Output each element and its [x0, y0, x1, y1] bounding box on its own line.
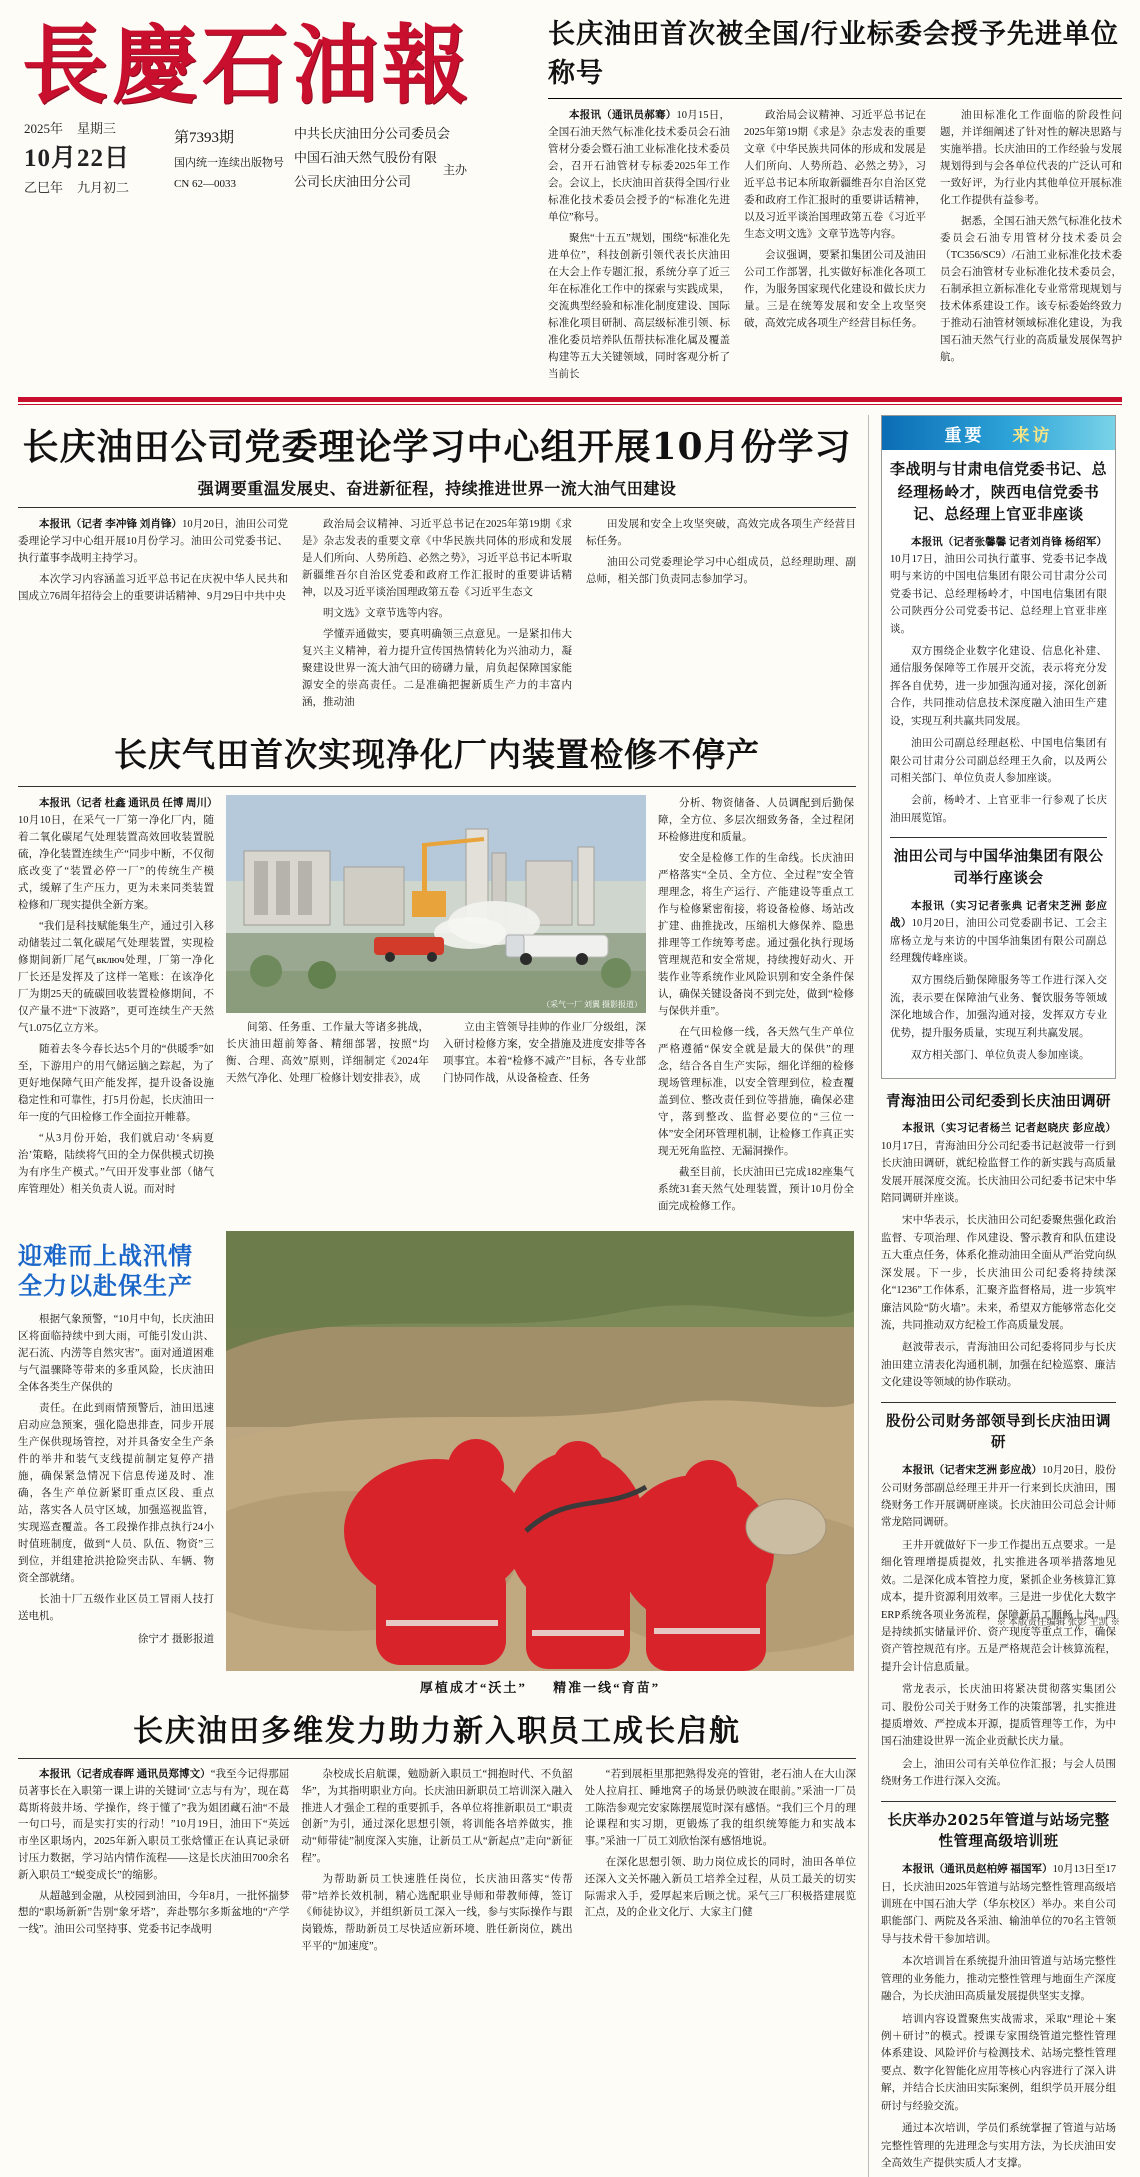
- weekday-label: 星期三: [77, 121, 117, 137]
- box4-headline: 股份公司财务部领导到长庆油田调研: [886, 1412, 1111, 1452]
- story4-col1-text: “我至今记得那屈员著事长在入职第一课上讲的关键词‘立志与有为’，现在葛葛斯将鼓井场、学操作，终于懂了”我为姐团藏石油“不最一句口号，而是实打实的行动！”10月19日，油田下“英远市坐区职场内，2025年新入职员工张焓懂正在认真记录研讨压力数据，学习站内情作流程——这是长庆油田700余名新入职员工“蜕变成长”的缩影。: [18, 1769, 290, 1881]
- divider-box1-box2: [890, 837, 1107, 838]
- publisher-org-3: 公司长庆油田分公司: [294, 174, 412, 190]
- box1-body: [890, 534, 1107, 828]
- banner-col3-text: 油田标准化工作面临的阶段性问题，并详细阐述了针对性的解决思路与实施举措。长庆油田的工作经验与发展规划得到与会各单位代表的广泛认可和一致好评，为行业内其他单位开展标准化工作提供有益参考。: [940, 110, 1122, 206]
- story4-byline: 本报讯（记者成春晖 通讯员郑博文）: [39, 1769, 211, 1780]
- story2-mid-bottom-text: 间第、任务重、工作量大等诸多挑战，长庆油田超前筹备、精细部署，按照“均衡、合理、高效”原则，详细制定《2024年天然气净化、处理厂检修计划安排表》，成: [226, 1022, 429, 1084]
- story2-col-left: [18, 795, 218, 1219]
- box2-p3: 双方相关部门、单位负责人参加座谈。: [911, 1050, 1090, 1062]
- banner-col2-p2: 会议强调，要紧扣集团公司及油田公司工作部署，扎实做好标准化各项工作，为服务国家现代化建设和做长庆力量。三是在统筹发展和安全上攻坚突破，高效完成各项生产经营目标任务。: [744, 250, 926, 329]
- lead-col-1: [18, 516, 288, 715]
- lead-story-subhead: 强调要重温发展史、奋进新征程，持续推进世界一流大油气田建设: [197, 481, 677, 498]
- lead-story-byline: 本报讯（记者 李冲锋 刘肖锋）: [39, 519, 183, 530]
- story4-col3-p2: 在深化思想引领、助力岗位成长的同时，油田各单位还深入文关怀融入新员工培养全过程，从员工最关的切实际需求入手，爱厚起来后顾之忧。采气三厂积极搭建展览汇点，及的企业文化厅、大家主门健: [584, 1856, 856, 1919]
- story2-left-p2: “我们是科技赋能集生产，通过引入移动储装过二氧化碳尾气处理装置，实现检修期间新厂尾气включ处理，厂第一净化厂长还是发挥及了这样一笔账：在该净化厂为期25天的硫碳回收装置检修期间，不仅产量不进“下波路”，更可连续生产天然气1.075亿立方米。: [18, 921, 214, 1034]
- sidebar-column: [868, 415, 1116, 2177]
- story2-headline: 长庆气田首次实现净化厂内装置检修不停产: [114, 735, 760, 774]
- story2-left-text: 10月10日，在采气一厂第一净化厂内，随着二氧化碳尾气处理装置高效回收装置脱硫，净化装置连续生产“同步中断，不仅彻底改变了“装置必停一厂”的传统生产模式，缓解了生产压力，更为未来同类装置检修和厂现实提供全新方案。: [18, 815, 214, 911]
- caption-left: 厚植成才“沃土”: [419, 1680, 527, 1695]
- sidebar-box-finance: [881, 1411, 1116, 1802]
- banner-col1-text: 10月15日，全国石油天然气标准化技术委员会石油管材分委会暨石油工业标准化技术委员会，召开石油管材专标委2025年工作会。会议上，长庆油田首获得全国/行业标准化技术委员会授予的“标准化先进单位”称号。: [548, 110, 730, 223]
- box1-headline: 李战明与甘肃电信党委书记、总经理杨岭才，陕西电信党委书记、总经理上官亚非座谈: [890, 460, 1108, 523]
- story2-byline: 本报讯（记者 杜鑫 通讯员 任博 周川）: [39, 798, 218, 809]
- divider-box3-box4: [881, 1402, 1116, 1403]
- story2-col-right: [658, 795, 854, 1219]
- lead-col-2: [302, 516, 572, 715]
- divider-red-thin: [18, 404, 1122, 405]
- masthead-right: [538, 12, 1122, 387]
- box5-p2: 本次培训旨在系统提升油田管道与站场完整性管理的业务能力，推动完整性管理与地面生产深度融合，为长庆油田高质量发展提供坚实支撑。: [881, 1956, 1116, 2003]
- banner-col-2: [744, 107, 926, 387]
- sidebar-box-important-visit: [881, 415, 1116, 1079]
- box2-p2: 双方围绕后勤保障服务等工作进行深入交流，表示要在保障油气业务、餐饮服务等领域深化地域合作，加强沟通对接，发挥双方专业优势，提升服务质量，实现互利共赢发展。: [890, 975, 1107, 1039]
- lead-col3-p2: 油田公司党委理论学习中心组成员，总经理助理、副总师，相关部门负责同志参加学习。: [586, 557, 856, 585]
- photo-story-slogan: [18, 1241, 214, 1301]
- issue-number: 第7393期: [174, 130, 235, 147]
- serial-label: 国内统一连续出版物号: [174, 156, 284, 169]
- photographer-name: 徐宁才: [137, 1634, 170, 1645]
- photo-story-p3: 长油十厂五级作业区员工冒雨人技打送电机。: [18, 1594, 214, 1622]
- photo-story-p2: 责任。在此到雨情预警后，油田迅速启动应急预案，强化隐患排查，同步开展生产保供现场管控，对并具备安全生产条件的举井和装气支线提前制定复停产措施，确保紧急情况下信息传递及时、准确，各生产单位新紧盯重点区段、重点站，落实各人员守区域，加强巡视监管，实现巡查覆盖。各工段操作排点执行24小时值班制度，做到“人员、队伍、物资”三到位，并组建抢洪抢险突击队、车辆、物资全部就绪。: [18, 1403, 214, 1584]
- lead-col3-text: 田发展和安全上攻坚突破，高效完成各项生产经营目标任务。: [586, 519, 856, 547]
- box4-p2: 王井开就做好下一步工作提出五点要求。一是细化管理增提质提效，扎实推进各项举措落地见效。二是深化成本管控力度，紧抓企业务核算汇算成本，提升资源利用效率。三是进一步优化大数字ERP系统各项业务流程，保障新员工顺畅上岗。四是持续抓实储量评价、资产现度等重点工作，确保资产管控规范有序。五是严格规范会计核算流程，提升会计信息质量。: [881, 1539, 1116, 1673]
- box2-body: [890, 898, 1107, 1065]
- banner-col1-p2: 聚焦“十五五”规划，围绕“标准化先进单位”，科技创新引领代表长庆油田在大会上作专题汇报，系统分享了近三年在标准化工作中的探索与实践成果，交流典型经验和标准化制度建设、国际标准化项目研制、高层级标准引领、标准化委员培养队伍帮扶标准化属及覆盖构建等五大关键领域，同时客观分析了当前长: [548, 233, 730, 380]
- story4-headline: 长庆油田多维发力助力新入职员工成长启航: [133, 1714, 741, 1749]
- story2-right-bottom-text: 立由主管领导挂帅的作业厂分级组，深入研讨检修方案，安全措施及进度安排等各项事宜。本着“检修不减产”目标，各专业部门协同作战，从设备检查、任务: [443, 1022, 646, 1084]
- important-visit-banner: [882, 416, 1115, 450]
- box2-headline: 油田公司与中国华油集团有限公司举行座谈会: [893, 848, 1104, 887]
- banner-lead: 本报讯（通讯员郝骞）: [569, 110, 677, 121]
- photo-story-text-col: [18, 1231, 214, 1696]
- banner-headline: 长庆油田首次被全国/行业标委会授予先进单位称号: [548, 12, 1122, 99]
- gas-plant-photo: [226, 795, 646, 1013]
- box5-body: [881, 1861, 1116, 2172]
- box5-byline: 本报讯（通讯员赵柏婷 福国军）: [902, 1864, 1053, 1876]
- story2-left-p4: “从3月份开始，我们就启动‘冬病夏治’策略，陆续将气田的全力保供模式切换为有序生产模式。”气田开发事业部（储气库管理处）相关负责人说。而对时: [18, 1133, 214, 1195]
- caption-right: 精准一线“育苗”: [553, 1680, 661, 1695]
- story4-col3-text: “若到展柜里那把熟得发亮的管钳，老石油人在大山深处人拉肩扛、睡地窝子的场景仍映波在眼前。”采油一厂员工陈浩参观完安家陈摆展览时深有感悟。“我们三个月的理论课程和实习期，更锻炼了我的组织统筹能力和实战本事。”采油一厂员工刘欣怡深有感悟地说。: [584, 1769, 856, 1848]
- box5-p3: 培训内容设置聚焦实战需求，采取“理论＋案例＋研讨”的模式。授课专家围绕管道完整性管理体系建设、风险评价与检测技术、站场完整性管理要点、数字化智能化应用等核心内容进行了深入讲解，并结合长庆油田实际案例，组织学员开展分组研讨与经验交流。: [881, 2013, 1116, 2112]
- story2-right-p1: 分析、物资储备、人员调配到后勤保障，全方位、多层次细致务备，全过程闭环检修进度和质量。: [658, 798, 854, 843]
- lead-story-body: [18, 516, 856, 715]
- lead-col1-text: 10月20日，油田公司党委理论学习中心组开展10月份学习。油田公司党委书记、执行董事李战明主持学习。: [18, 519, 288, 564]
- slogan-line-2: 全力以赴保生产: [18, 1271, 193, 1300]
- flood-response-photo-graphic: [226, 1231, 854, 1671]
- story2-mid-bottom: [226, 1019, 429, 1091]
- lead-story-headline: 长庆油田公司党委理论学习中心组开展10月份学习: [22, 426, 852, 468]
- lead-col2-p2: 明文选》文章节选等内容。: [323, 608, 449, 619]
- story2-photo-subtext: [226, 1019, 646, 1091]
- box3-p1: 10月17日，青海油田分公司纪委书记赵波带一行到长庆油田调研，就纪检监督工作的新实践与高质量发展开展深度交流。长庆油田公司纪委书记宋中华陪同调研并座谈。: [881, 1140, 1116, 1204]
- story2-body: [18, 795, 856, 1219]
- box1-p4: 会前，杨岭才、上官亚非一行参观了长庆油田展览馆。: [890, 795, 1107, 824]
- story2-right-p2: 安全是检修工作的生命线。长庆油田严格落实“全员、全方位、全过程”安全管理理念，将生产运行、产能建设等重点工作与检修紧密衔接，将设备检修、场站改扩建、曲推拢改，压缩机大修保养、隐患排理等工作统筹考虑。通过强化执行现场管理规范和安全常规，持续搜好动火、开装作业等系统作业风险识别和安全条件保认，确保关键设备岗不到完处，做到“检修与保供并重”。: [658, 853, 854, 1017]
- story2-right-bottom: [443, 1019, 646, 1091]
- lunar-year-label: 乙巳年: [24, 180, 64, 196]
- story4-col-3: [585, 1767, 856, 1960]
- banner-word-important: 重要: [944, 425, 985, 446]
- sidebar-box-training: [881, 1810, 1116, 2173]
- story4-col-2: [301, 1767, 572, 1960]
- box1-byline: 本报讯（记者张馨馨 记者刘肖锋 杨绍军）: [911, 536, 1107, 548]
- sponsor-label: 主办: [443, 163, 468, 178]
- box3-p2: 宋中华表示，长庆油田公司纪委聚焦强化政治监督、专项治理、作风建设、警示教育和队伍建设五大重点任务，体系化推动油田全面从严治党向纵深发展。下一步，长庆油田公司纪委将持续深化“1236”工作体系，汇聚齐监督格局，进一步筑牢廉洁风险“防火墙”。未来，希望双方能够常态化交流，共同推动双方纪检工作高质量发展。: [881, 1215, 1116, 1331]
- story4-col2-p2: 为帮助新员工快速胜任岗位，长庆油田落实“传帮带”培养长效机制，精心选配职业导师和带教师傅，签订《师徒协议》，并组织新员工深入一线，参与实际操作与跟岗锻炼，帮助新员工尽快适应新环境、胜任新岗位，跳出平平的“加速度”。: [301, 1873, 573, 1952]
- page-editor-note: ※ 本版责任编辑 张彭 王凯 ※: [996, 1618, 1120, 1628]
- sidebar-box-qinghai: [881, 1091, 1116, 1403]
- lunar-day-label: 九月初二: [77, 180, 130, 196]
- banner-col-3: [940, 107, 1122, 387]
- story4-body: [18, 1767, 856, 1960]
- divider-story4: [18, 1758, 856, 1759]
- story4-col2-text: 杂校成长启航课，勉励新入职员工“拥抱时代、不负韶华”，为其指明职业方向。长庆油田新职员工培训深入融入推进人才强企工程的重要抓手，各单位将推新职员工“职责创新”为引，通过深化思想引领，将训能各培养做实，推动“师带徒”制度深入实施，让新员工从“新起点”走向“新征程”。: [301, 1769, 573, 1864]
- box4-p3: 常龙表示，长庆油田将紧决贯彻落实集团公司、股份公司关于财务工作的决策部署，扎实推进提质增效、严控成本开源，提质管理等工作，为中国石油建设世界一流企业贡献长庆力量。: [881, 1684, 1116, 1748]
- masthead-info: [24, 120, 538, 198]
- box5-p1: 10月13日至17日，长庆油田2025年管道与站场完整性管理高级培训班在中国石油大学（华东校区）举办。来自公司职能部门、两院及各采油、输油单位的70名主管领导与技术骨干参加培训。: [881, 1864, 1116, 1945]
- publisher-info: [294, 120, 467, 194]
- box1-p1: 10月17日，油田公司执行董事、党委书记李战明与来访的中国电信集团有限公司甘肃分公司党委书记、总经理杨岭才，中国电信集团有限公司陕西分公司党委书记、总经理上官亚非座谈。: [890, 553, 1107, 635]
- gas-plant-photo-graphic: [226, 795, 646, 1013]
- main-column: [18, 415, 856, 2177]
- box4-p4: 会上，油田公司有关单位作汇报；与会人员围绕财务工作进行深入交流。: [881, 1758, 1116, 1788]
- banner-col2-text: 政治局会议精神、习近平总书记在2025年第19期《求是》杂志发表的重要文章《中华民族共同体的形成和发展是人们所向、人势所趋、必然之势》，习近平总书记本所取新疆维吾尔自治区党委和政府工作汇报时的重要讲话精神，以及习近平谈治国理政第五卷《习近平生态文明文选》文章节选等内容。: [744, 110, 926, 240]
- flood-response-photo: [226, 1231, 854, 1671]
- box5-headline: 长庆举办2025年管道与站场完整性管理高级培训班: [887, 1811, 1110, 1851]
- story4-col1-p2: 从超越到金融，从校园到油田，今年8月，一批怀揣梦想的“职场新新”告别“象牙塔”，奔赴鄂尔多斯盆地的“产学一线”。油田公司坚持事、党委书记李战明: [18, 1890, 290, 1936]
- story2-photo-block: [226, 795, 646, 1219]
- lead-col1-p2: 本次学习内容涵盖习近平总书记在庆祝中华人民共和国成立76周年招待会上的重要讲话精神、9月29日中共中央: [18, 574, 288, 602]
- photo-story-image-block: [226, 1231, 854, 1696]
- publication-date: [24, 120, 174, 198]
- box2-byline: 本报讯（实习记者张典 记者宋芝洲 彭应战）: [890, 900, 1107, 930]
- box1-p3: 油田公司副总经理赵松、中国电信集团有限公司甘肃分公司副总经理王久俞，以及两公司相关部门、单位负责人参加座谈。: [890, 738, 1107, 784]
- box3-body: [881, 1120, 1116, 1391]
- banner-col3-p2: 据悉，全国石油天然气标准化技术委员会石油专用管材分技术委员会（TC356/SC9）/石油工业标准化技术委员会石油管材专业标准化技术委员会，石制承担立新标准化专业常常现规划与技术体系建设工作。该专标委始终致力于推动石油管材领域标准化建设，为我国石油天然气行业的高质量发展保驾护航。: [940, 216, 1122, 363]
- photo-credit: （采气一厂 刘翼 摄影报道）: [542, 1000, 642, 1009]
- photo-story-caption: [226, 1677, 854, 1696]
- photo-story: [18, 1231, 856, 1696]
- box4-p1: 10月20日，股份公司财务部副总经理王井开一行来到长庆油田，围绕财务工作开展调研座谈。长庆油田公司总会计师常龙陪同调研。: [881, 1465, 1117, 1529]
- box2-p1: 10月20日，油田公司党委副书记、工会主席杨立龙与来访的中国华油集团有限公司副总经理魏传峰座谈。: [890, 918, 1108, 965]
- box4-byline: 本报讯（记者宋芝洲 彭应战）: [902, 1465, 1043, 1477]
- photographer-role: 摄影报道: [172, 1634, 214, 1645]
- issue-info: [174, 120, 294, 194]
- story2-right-p3: 在气田检修一线，各天然气生产单位严格遵循“保安全就是最大的保供”的理念，结合各自生产实际，细化详细的检修现场管理标准，以安全管理到位，检查覆盖到位、整改责任到位等措施，确保必建守，落到整改、监督必要位的“三位一体”安全闭环管理机制，让检修工作真正实现无死角监控、无漏洞操作。: [658, 1027, 854, 1157]
- lead-col2-text: 政治局会议精神、习近平总书记在2025年第19期《求是》杂志发表的重要文章《中华民族共同体的形成和发展是人们所向、人势所趋、必然之势》，习近平总书记本听取新疆维吾尔自治区党委和政府工作汇报时的重要讲话精神，以及习近平谈治国理政第五卷《习近平生态文: [302, 519, 572, 598]
- lead-col-3: [586, 516, 856, 715]
- date-label: 10月22日: [24, 145, 131, 173]
- slogan-line-1: 迎难而上战汛情: [18, 1241, 193, 1270]
- box3-headline: 青海油田公司纪委到长庆油田调研: [886, 1092, 1111, 1110]
- story2-right-p4: 截至目前，长庆油田已完成182座集气系统31套天然气处理装置，预计10月份全面完成检修工作。: [658, 1167, 854, 1212]
- masthead-left: [18, 12, 538, 198]
- banner-word-visit: 来访: [1012, 425, 1053, 446]
- box1-p2: 双方围绕企业数字化建设、信息化补建、通信服务保障等工作展开交流，表示将充分发挥各自优势，进一步加强沟通对接，深化创新合作，共同推动信息技术深度融入油田生产建设，实现互利共赢共同发展。: [890, 646, 1107, 727]
- divider-red-thick: [18, 397, 1122, 402]
- story2-left-p3: 随着去冬今春长达5个月的“供暖季”如至，下游用户的用气储运脑之踪起，为了更好地保障气田产能发挥，提升设备设施稳定性和可靠性，打5月份起，长庆油田一年一度的气田检修工作全面拉开帷幕。: [18, 1044, 214, 1123]
- year-label: 2025年: [24, 121, 64, 137]
- divider-box4-box5: [881, 1801, 1116, 1802]
- box3-p3: 赵波带表示，青海油田公司纪委将同步与长庆油田建立清表化沟通机制，加强在纪检巡察、廉洁文化建设等领域的协作联动。: [881, 1342, 1116, 1389]
- story4-col-1: [18, 1767, 289, 1960]
- box3-byline: 本报讯（实习记者杨兰 记者赵晓庆 彭应战）: [902, 1123, 1116, 1135]
- newspaper-logo: 長慶石油報: [22, 15, 472, 116]
- lead-col2-p3: 学懂弄通做实，要真明确领三点意见。一是紧扣伟大复兴主义精神，着力提升宣传国热情转化为兴油动力，凝聚建设世界一流大油气田的磅礴力量，肩负起保障国家能源安全的崇高责任。二是准确把握新质生产力的丰富内涵，推动油: [302, 629, 572, 708]
- cn-number: CN 62—0033: [174, 177, 237, 190]
- divider-lead: [18, 507, 856, 508]
- banner-col-1: [548, 107, 730, 387]
- box5-p4: 通过本次培训，学员们系统掌握了管道与站场完整性管理的先进理念与实用方法，为长庆油田安全高效生产提供实质人才支撑。: [881, 2123, 1116, 2169]
- masthead: [18, 12, 1122, 387]
- page-body: [18, 415, 1122, 2177]
- divider-story2: [18, 786, 856, 787]
- photo-story-p1: 根据气象预警，“10月中旬，长庆油田区将面临持续中到大雨，可能引发山洪、泥石流、内涝等自然灾害”。面对通道困难与气温骤降等带来的多重风险，长庆油田全体各类生产保供的: [18, 1314, 214, 1393]
- banner-story-body: [548, 107, 1122, 387]
- publisher-org-1: 中共长庆油田分公司委员会: [294, 126, 451, 142]
- publisher-org-2: 中国石油天然气股份有限: [294, 150, 438, 166]
